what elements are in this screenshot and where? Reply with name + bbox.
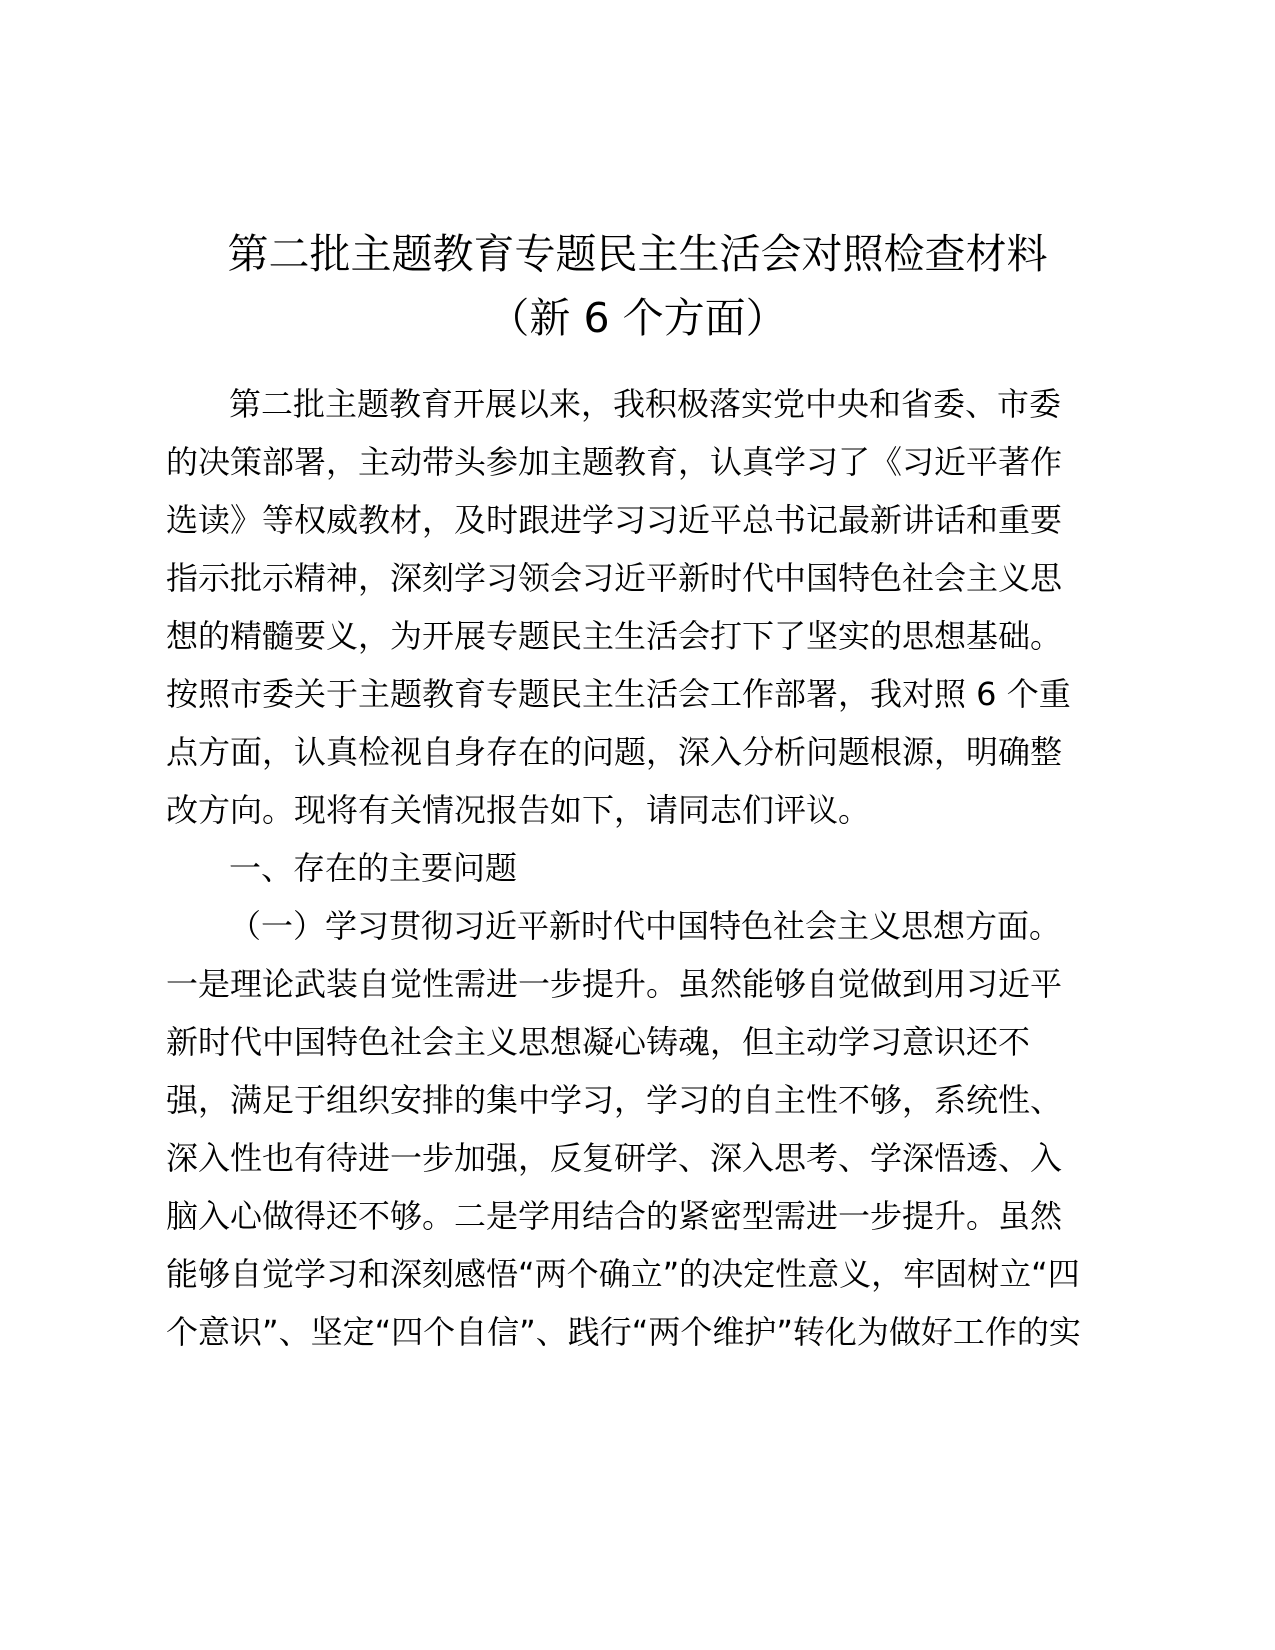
section-heading: 一、存在的主要问题	[229, 849, 518, 887]
paragraph-intro-line: 改方向。现将有关情况报告如下，请同志们评议。	[166, 791, 871, 829]
paragraph-intro-line: 选读》等权威教材，及时跟进学习习近平总书记最新讲话和重要	[166, 501, 1063, 539]
paragraph-intro-line: 的决策部署，主动带头参加主题教育，认真学习了《习近平著作	[166, 443, 1063, 481]
paragraph-intro-line: 第二批主题教育开展以来，我积极落实党中央和省委、市委	[229, 385, 1062, 423]
paragraph-issues-line: 能够自觉学习和深刻感悟“两个确立”的决定性意义，牢固树立“四	[166, 1255, 1080, 1293]
paragraph-intro-line: 按照市委关于主题教育专题民主生活会工作部署，我对照 6 个重	[166, 675, 1071, 713]
paragraph-intro-line: 点方面，认真检视自身存在的问题，深入分析问题根源，明确整	[166, 733, 1063, 771]
title-line-1: 第二批主题教育专题民主生活会对照检查材料	[227, 230, 1048, 278]
paragraph-issues-line: 深入性也有待进一步加强，反复研学、深入思考、学深悟透、入	[166, 1139, 1063, 1177]
paragraph-intro-line: 指示批示精神，深刻学习领会习近平新时代中国特色社会主义思	[166, 559, 1063, 597]
paragraph-issues-line: 强，满足于组织安排的集中学习，学习的自主性不够，系统性、	[166, 1081, 1063, 1119]
paragraph-issues-line: 脑入心做得还不够。二是学用结合的紧密型需进一步提升。虽然	[166, 1197, 1063, 1235]
paragraph-intro-line: 想的精髓要义，为开展专题民主生活会打下了坚实的思想基础。	[166, 617, 1063, 655]
paragraph-issues-line: 个意识”、坚定“四个自信”、践行“两个维护”转化为做好工作的实	[166, 1313, 1081, 1351]
document-body	[166, 375, 1126, 1361]
document-title	[0, 222, 1275, 350]
paragraph-issues-line: 新时代中国特色社会主义思想凝心铸魂，但主动学习意识还不	[166, 1023, 1031, 1061]
title-line-2: （新 6 个方面）	[488, 294, 787, 342]
subsection-heading: （一）学习贯彻习近平新时代中国特色社会主义思想方面。	[229, 907, 1062, 945]
paragraph-issues-line: 一是理论武装自觉性需进一步提升。虽然能够自觉做到用习近平	[166, 965, 1063, 1003]
